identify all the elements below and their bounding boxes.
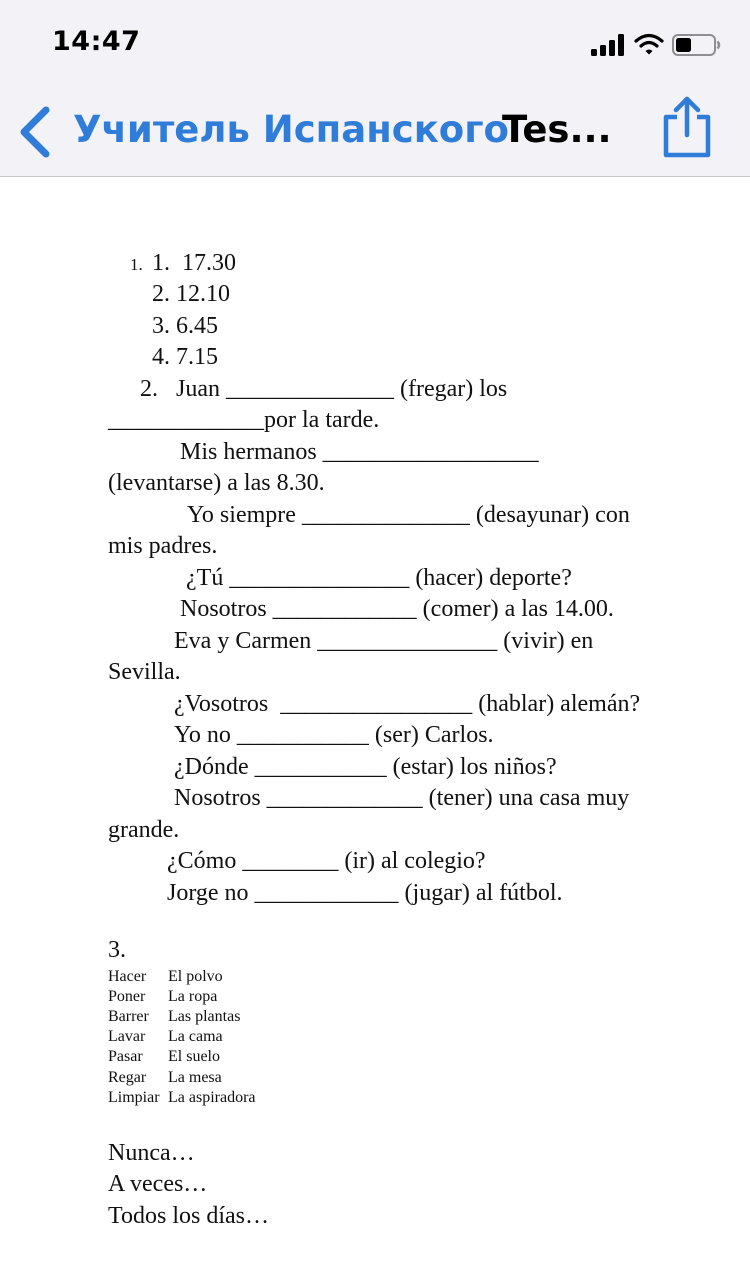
answer-line: 3. 6.45	[152, 313, 218, 339]
section-3-label: 3.	[108, 937, 126, 963]
exercise-line: Nosotros ____________ (comer) a las 14.00.	[180, 596, 614, 622]
verb-item: Regar	[108, 1069, 147, 1086]
exercise-line: ¿Vosotros ________________ (hablar) alemán?	[174, 691, 641, 717]
answer-line: 2. 12.10	[152, 281, 230, 307]
object-item: La aspiradora	[168, 1089, 256, 1106]
verb-item: Limpiar	[108, 1089, 160, 1106]
exercise-line: _____________por la tarde.	[108, 407, 380, 433]
status-bar	[0, 0, 750, 88]
frequency-line: Nunca…	[108, 1140, 195, 1166]
wifi-icon	[634, 32, 664, 56]
exercise-line: Yo no ___________ (ser) Carlos.	[174, 722, 494, 748]
share-icon[interactable]	[660, 95, 714, 159]
exercise-line: ¿Cómo ________ (ir) al colegio?	[167, 848, 486, 874]
exercise-line: ¿Dónde ___________ (estar) los niños?	[174, 754, 557, 780]
frequency-line: Todos los días…	[108, 1203, 269, 1229]
verb-item: Poner	[108, 988, 146, 1005]
back-chevron-icon[interactable]	[16, 106, 52, 158]
back-button[interactable]: Учитель Испанского	[73, 108, 509, 151]
exercise-line: Mis hermanos __________________	[180, 439, 539, 465]
object-item: La ropa	[168, 988, 218, 1005]
object-item: La mesa	[168, 1069, 222, 1086]
object-item: Las plantas	[168, 1008, 241, 1025]
exercise-line: Eva y Carmen _______________ (vivir) en	[174, 628, 594, 654]
verb-item: Lavar	[108, 1028, 146, 1045]
object-item: El suelo	[168, 1048, 220, 1065]
object-item: La cama	[168, 1028, 223, 1045]
exercise-line: (levantarse) a las 8.30.	[108, 470, 325, 496]
exercise-line: Nosotros _____________ (tener) una casa muy	[174, 785, 630, 811]
exercise-line: mis padres.	[108, 533, 218, 559]
exercise-line: grande.	[108, 817, 180, 843]
answer-line: 1. 17.30	[152, 250, 236, 276]
cellular-signal-icon	[590, 33, 628, 57]
page-title: Tes...	[502, 108, 612, 151]
verb-item: Hacer	[108, 968, 147, 985]
exercise-line: Yo siempre ______________ (desayunar) con	[187, 502, 630, 528]
verb-item: Barrer	[108, 1008, 149, 1025]
object-item: El polvo	[168, 968, 223, 985]
answer-line: 4. 7.15	[152, 344, 218, 370]
exercise-line: Jorge no ____________ (jugar) al fútbol.	[167, 880, 563, 906]
exercise-line: Sevilla.	[108, 659, 181, 685]
frequency-line: A veces…	[108, 1171, 208, 1197]
list-marker: 1.	[130, 255, 143, 274]
battery-icon	[672, 33, 722, 57]
exercise-line: 2. Juan ______________ (fregar) los	[140, 376, 508, 402]
verb-item: Pasar	[108, 1048, 143, 1065]
exercise-line: ¿Tú _______________ (hacer) deporte?	[186, 565, 572, 591]
status-time: 14:47	[52, 26, 141, 57]
document-view	[0, 177, 750, 1280]
